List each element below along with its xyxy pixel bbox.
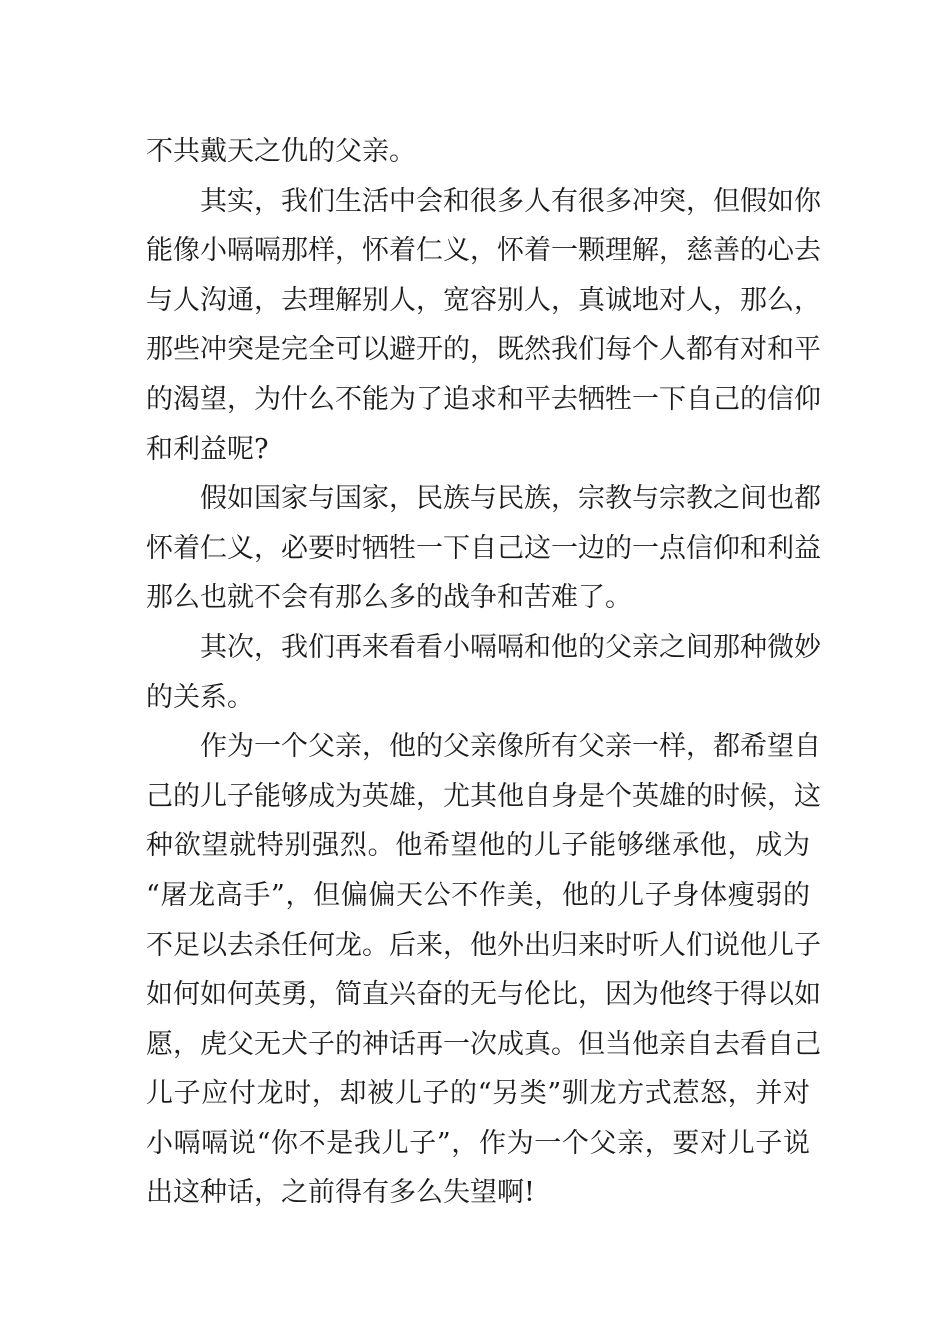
text-line: 不共戴天之仇的父亲。 — [146, 136, 416, 167]
text-line: 那么也就不会有那么多的战争和苦难了。 — [146, 582, 632, 614]
paragraph-first-line: 作为一个父亲，他的父亲像所有父亲一样，都希望自 — [200, 731, 821, 763]
text-line: 种欲望就特别强烈。他希望他的儿子能够继承他，成为 — [146, 830, 810, 862]
text-line: 和利益呢? — [146, 433, 269, 465]
paragraph-first-line: 其实，我们生活中会和很多人有很多冲突，但假如你 — [200, 185, 821, 217]
text-line: 愿，虎父无犬子的神话再一次成真。但当他亲自去看自己 — [146, 1028, 821, 1060]
body-text — [146, 127, 821, 1218]
text-line: 不足以去杀任何龙。后来，他外出归来时听人们说他儿子 — [146, 929, 821, 961]
text-line: 那些冲突是完全可以避开的，既然我们每个人都有对和平 — [146, 334, 821, 366]
paragraph-first-line: 其次，我们再来看看小嗝嗝和他的父亲之间那种微妙 — [200, 631, 821, 663]
text-line: 的关系。 — [146, 681, 254, 713]
text-line: 己的儿子能够成为英雄，尤其他自身是个英雄的时候，这 — [146, 780, 821, 812]
text-line: 出这种话，之前得有多么失望啊! — [146, 1177, 535, 1209]
text-line: 儿子应付龙时，却被儿子的“另类”驯龙方式惹怒，并对 — [146, 1078, 810, 1110]
paragraph-first-line: 假如国家与国家，民族与民族，宗教与宗教之间也都 — [200, 483, 821, 515]
text-line: 的渴望，为什么不能为了追求和平去牺牲一下自己的信仰 — [146, 383, 821, 415]
text-line: 小嗝嗝说“你不是我儿子”，作为一个父亲，要对儿子说 — [146, 1127, 810, 1159]
text-line: 与人沟通，去理解别人，宽容别人，真诚地对人，那么， — [146, 284, 821, 316]
text-line: 能像小嗝嗝那样，怀着仁义，怀着一颗理解，慈善的心去 — [146, 235, 821, 267]
text-line: 怀着仁义，必要时牺牲一下自己这一边的一点信仰和利益 — [146, 532, 821, 564]
text-line: 如何如何英勇，简直兴奋的无与伦比，因为他终于得以如 — [146, 979, 821, 1011]
text-line: “屠龙高手”，但偏偏天公不作美，他的儿子身体瘦弱的 — [146, 879, 810, 911]
